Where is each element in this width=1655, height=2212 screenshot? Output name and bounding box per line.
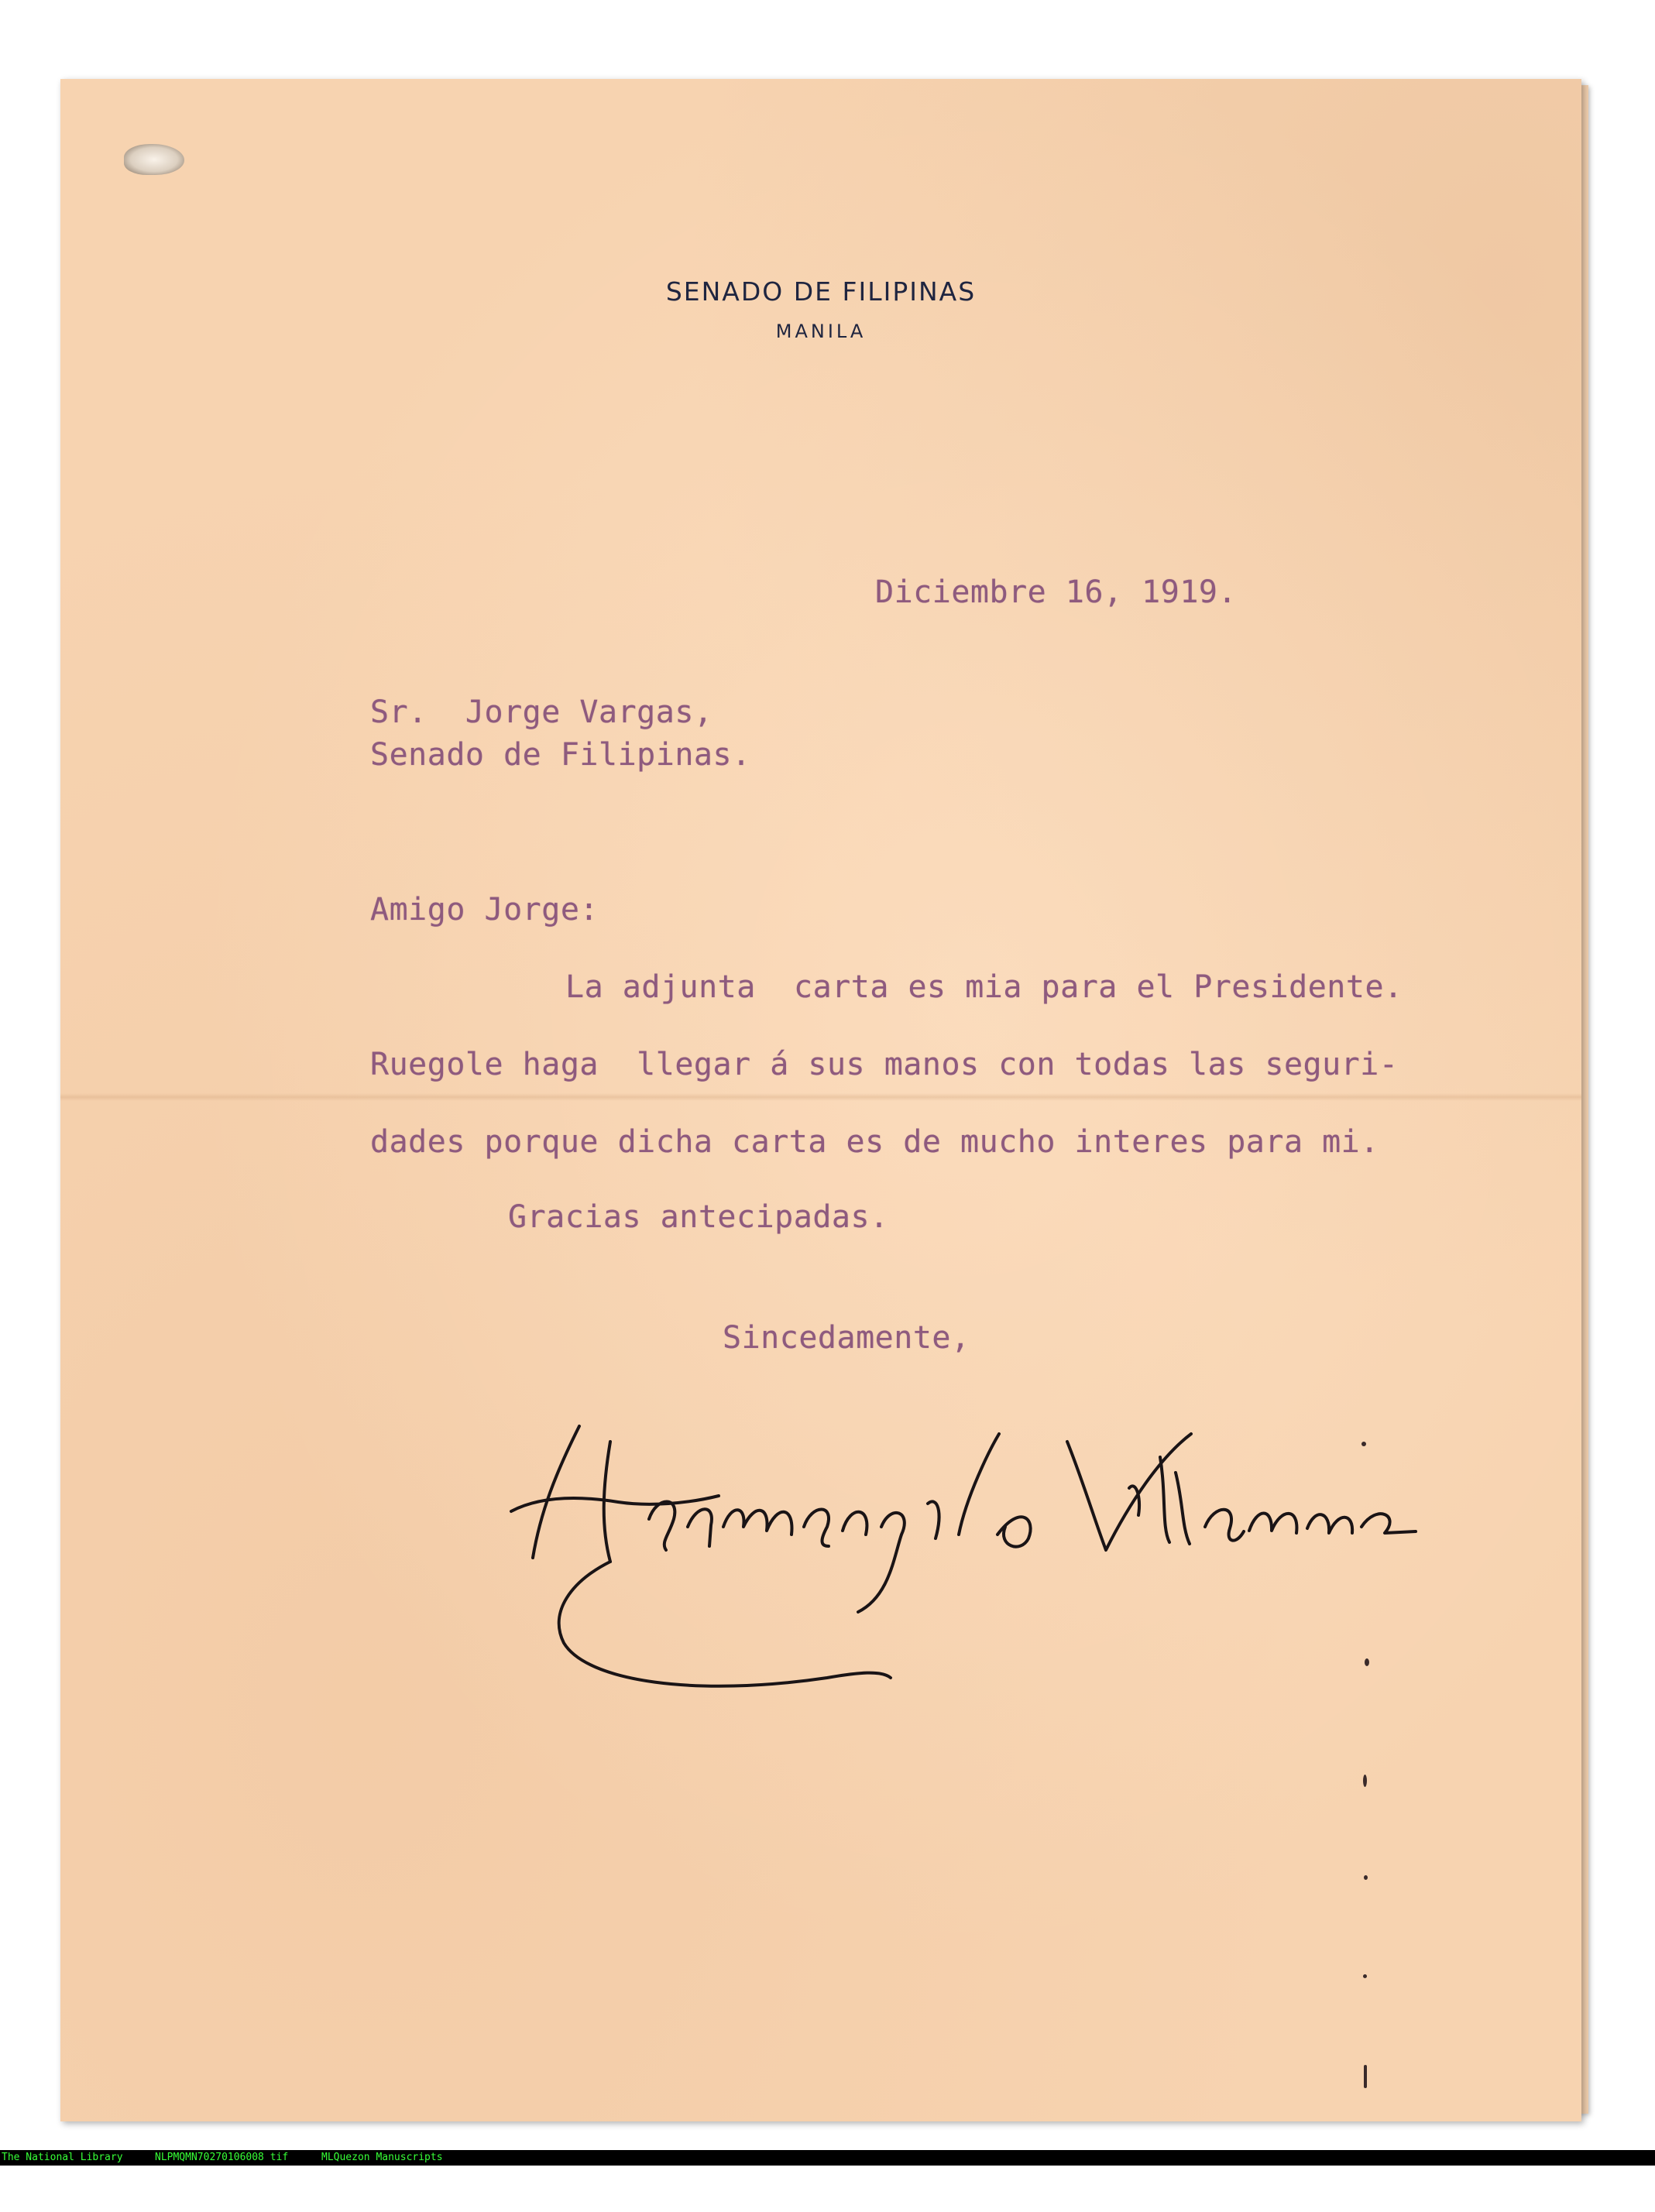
closing: Sincedamente, (723, 1320, 970, 1356)
ink-mark (1364, 2065, 1367, 2088)
scan-footer-bar (0, 2150, 1655, 2166)
recipient-name: Sr. Jorge Vargas, (370, 694, 713, 730)
ink-speck (1363, 1775, 1367, 1787)
ink-speck (1365, 1658, 1369, 1666)
handwritten-signature (494, 1380, 1501, 1705)
footer-filename: NLPMQMN70270106008 tif (155, 2152, 289, 2163)
fold-crease (60, 1093, 1581, 1101)
letter-date: Diciembre 16, 1919. (875, 574, 1238, 610)
body-line-2: Ruegole haga llegar á sus manos con todas las seguri- (370, 1047, 1399, 1082)
recipient-organization: Senado de Filipinas. (370, 737, 751, 773)
body-line-4: Gracias antecipadas. (508, 1199, 889, 1235)
body-line-3: dades porque dicha carta es de mucho interes para mi. (370, 1124, 1379, 1160)
ink-speck (1361, 1442, 1366, 1446)
letter-paper (60, 79, 1581, 2121)
footer-collection: MLQuezon Manuscripts (321, 2152, 443, 2163)
footer-institution: The National Library (2, 2152, 123, 2163)
salutation: Amigo Jorge: (370, 892, 599, 928)
letterhead-city: MANILA (775, 321, 867, 342)
torn-punch-hole (124, 144, 184, 175)
body-line-1: La adjunta carta es mia para el Presidente. (565, 969, 1403, 1005)
letterhead-title: SENADO DE FILIPINAS (665, 276, 977, 307)
ink-speck (1363, 1974, 1367, 1978)
ink-speck (1364, 1875, 1368, 1880)
